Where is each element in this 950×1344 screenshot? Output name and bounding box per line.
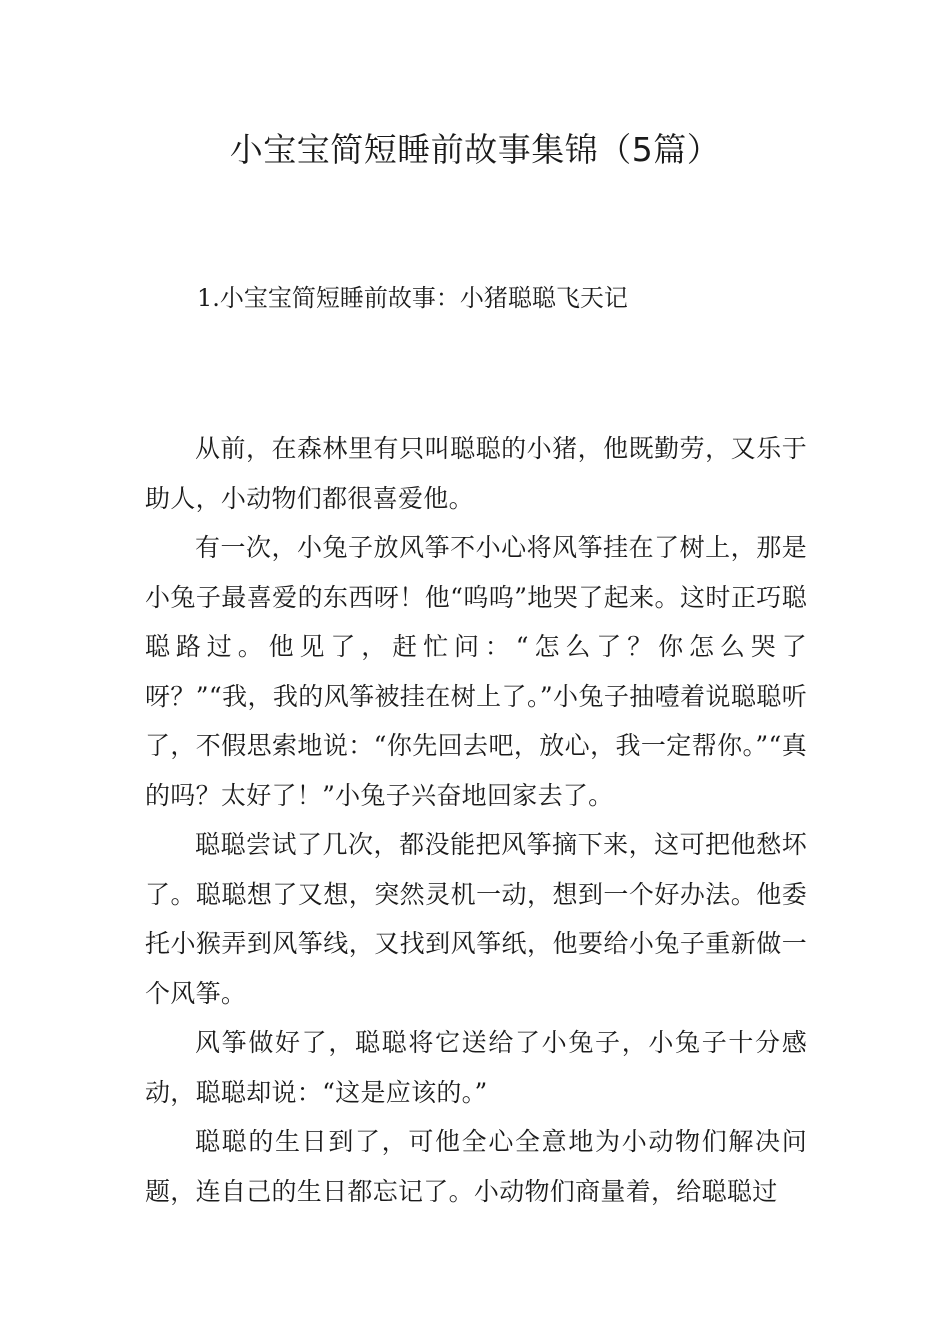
paragraph-2: 有一次，小兔子放风筝不小心将风筝挂在了树上，那是小兔子最喜爱的东西呀！他“呜呜”地哭了起来。这时正巧聪聪路过。他见了，赶忙问：“怎么了？你怎么哭了呀？”“我，我的风筝被挂在树上了。”小兔子抽噎着说聪聪听了，不假思索地说：“你先回去吧，放心，我一定帮你。”“真的吗？太好了！”小兔子兴奋地回家去了。 [145, 533, 807, 810]
paragraph-4: 风筝做好了，聪聪将它送给了小兔子，小兔子十分感动，聪聪却说：“这是应该的。” [145, 1028, 807, 1107]
story-body [145, 424, 807, 1216]
document-title: 小宝宝简短睡前故事集锦（5篇） [229, 130, 721, 169]
section-heading: 1.小宝宝简短睡前故事：小猪聪聪飞天记 [197, 284, 628, 312]
paragraph-1: 从前，在森林里有只叫聪聪的小猪，他既勤劳，又乐于助人，小动物们都很喜爱他。 [145, 434, 807, 513]
paragraph-3: 聪聪尝试了几次，都没能把风筝摘下来，这可把他愁坏了。聪聪想了又想，突然灵机一动，想到一个好办法。他委托小猴弄到风筝线，又找到风筝纸，他要给小兔子重新做一个风筝。 [145, 830, 807, 1008]
paragraph-5: 聪聪的生日到了，可他全心全意地为小动物们解决问题，连自己的生日都忘记了。小动物们商量着，给聪聪过 [145, 1127, 807, 1206]
